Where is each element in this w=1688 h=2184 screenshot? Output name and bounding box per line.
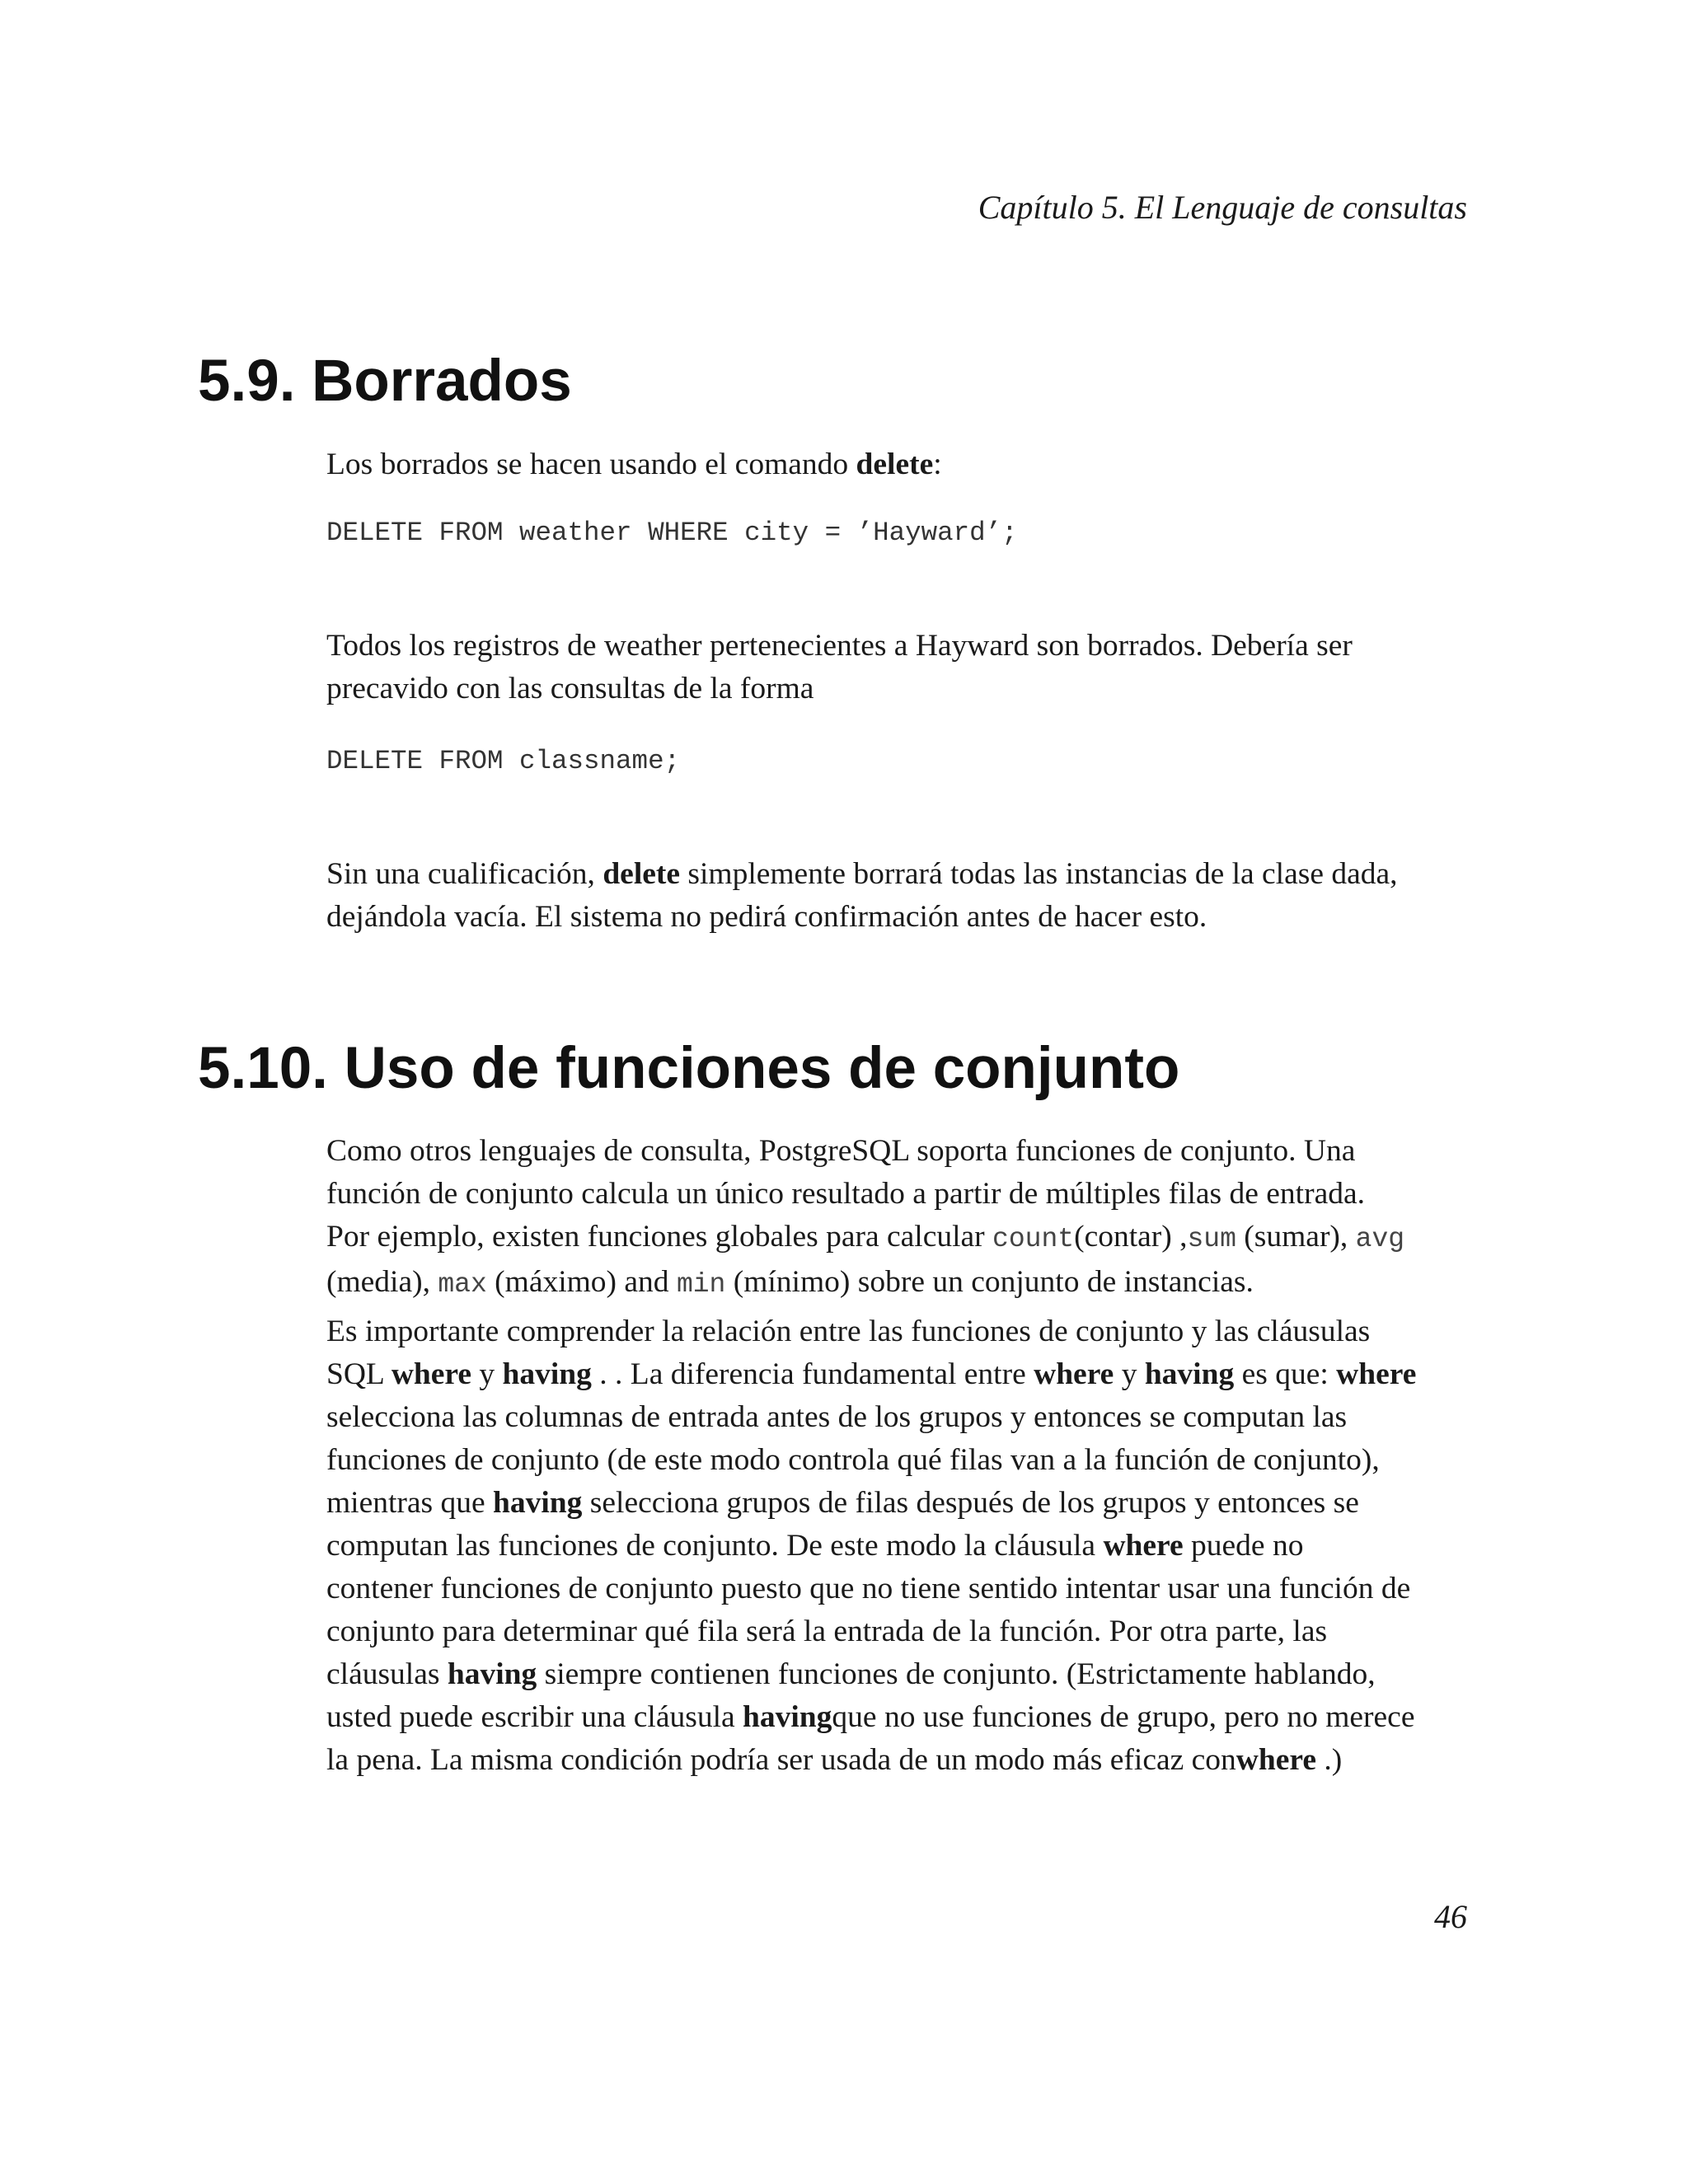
paragraph-delete-consequence: [326, 853, 1480, 939]
text-run: SQL: [326, 1357, 392, 1391]
text-run: . . La diferencia fundamental entre: [591, 1357, 1034, 1391]
text-run: Por ejemplo, existen funciones globales para calcular: [326, 1220, 993, 1254]
code-count: count: [992, 1224, 1075, 1254]
text-run: que no use funciones de grupo, pero no merece: [832, 1700, 1415, 1734]
keyword-where: where: [391, 1357, 472, 1391]
paragraph-line: precavido con las consultas de la forma: [326, 672, 814, 705]
paragraph-line: [326, 443, 1480, 486]
paragraph-line: [326, 853, 1480, 896]
keyword-where: where: [1236, 1743, 1316, 1777]
text-run: Los borrados se hacen usando el comando: [326, 448, 856, 481]
keyword-having: having: [1144, 1357, 1235, 1391]
paragraph-delete-warning: [326, 625, 1480, 710]
text-run: y: [1114, 1357, 1145, 1391]
paragraph-line: Todos los registros de weather pertenecientes a Hayward son borrados. Debería ser: [326, 629, 1353, 663]
text-run: siempre contienen funciones de conjunto. (Estrictamente hablando,: [537, 1657, 1376, 1691]
paragraph-line: [326, 1353, 1480, 1396]
keyword-delete: delete: [856, 448, 934, 481]
code-avg: avg: [1355, 1224, 1405, 1254]
keyword-having: having: [493, 1486, 583, 1520]
code-min: min: [676, 1269, 726, 1300]
keyword-having: having: [447, 1657, 537, 1691]
keyword-delete: delete: [603, 857, 681, 891]
text-run: mientras que: [326, 1486, 494, 1520]
text-run: (máximo) and: [486, 1265, 677, 1299]
text-run: simplemente borrará todas las instancias de la clase dada,: [680, 857, 1398, 891]
text-run: (media),: [326, 1265, 438, 1299]
code-line: DELETE FROM weather WHERE city = ’Hayward’;: [326, 518, 1018, 548]
paragraph-line: [326, 1739, 1480, 1782]
keyword-having: having: [743, 1700, 832, 1734]
paragraph-line: [326, 1696, 1480, 1739]
code-sum: sum: [1187, 1224, 1236, 1254]
paragraph-line: conjunto para determinar qué fila será la entrada de la función. Por otra parte, las: [326, 1615, 1328, 1648]
paragraph-line: dejándola vacía. El sistema no pedirá confirmación antes de hacer esto.: [326, 900, 1207, 934]
paragraph-line: selecciona las columnas de entrada antes de los grupos y entonces se computan las: [326, 1400, 1348, 1434]
paragraph-line: Como otros lenguajes de consulta, PostgreSQL soporta funciones de conjunto. Una: [326, 1134, 1356, 1168]
paragraph-line: [326, 1482, 1480, 1525]
code-block-delete-classname: [326, 745, 1480, 778]
text-run: cláusulas: [326, 1657, 448, 1691]
paragraph-line: [326, 1261, 1480, 1306]
paragraph-line: contener funciones de conjunto puesto que no tiene sentido intentar usar una función de: [326, 1572, 1411, 1605]
section-title-borrados: 5.9. Borrados: [198, 349, 572, 414]
paragraph-line: funciones de conjunto (de este modo controla qué filas van a la función de conjunto),: [326, 1443, 1380, 1477]
code-block-delete-hayward: [326, 517, 1480, 550]
keyword-having: having: [502, 1357, 592, 1391]
text-run: :: [933, 448, 942, 481]
paragraph-line: Es importante comprender la relación entre las funciones de conjunto y las cláusulas: [326, 1315, 1371, 1348]
paragraph-line: [326, 1525, 1480, 1568]
text-run: la pena. La misma condición podría ser usada de un modo más eficaz con: [326, 1743, 1236, 1777]
text-run: (mínimo) sobre un conjunto de instancias.: [725, 1265, 1254, 1299]
section-title-funciones-conjunto: 5.10. Uso de funciones de conjunto: [198, 1036, 1180, 1101]
text-run: puede no: [1183, 1529, 1304, 1563]
paragraph-aggregate-intro: [326, 1130, 1480, 1306]
keyword-where: where: [1034, 1357, 1114, 1391]
page-number: 46: [1434, 1898, 1467, 1935]
paragraph-delete-intro: [326, 443, 1480, 486]
paragraph-where-having: [326, 1310, 1480, 1782]
text-run: (contar) ,: [1074, 1220, 1188, 1254]
paragraph-line: [326, 1216, 1480, 1261]
paragraph-line: [326, 1653, 1480, 1696]
code-line: DELETE FROM classname;: [326, 746, 681, 776]
code-max: max: [438, 1269, 487, 1300]
text-run: selecciona grupos de filas después de los grupos y entonces se: [582, 1486, 1359, 1520]
text-run: computan las funciones de conjunto. De este modo la cláusula: [326, 1529, 1104, 1563]
text-run: .): [1315, 1743, 1343, 1777]
keyword-where: where: [1336, 1357, 1417, 1391]
text-run: (sumar),: [1236, 1220, 1356, 1254]
text-run: usted puede escribir una cláusula: [326, 1700, 743, 1734]
paragraph-line: función de conjunto calcula un único resultado a partir de múltiples filas de entrada.: [326, 1177, 1365, 1211]
text-run: Sin una cualificación,: [326, 857, 603, 891]
text-run: es que:: [1234, 1357, 1337, 1391]
keyword-where: where: [1103, 1529, 1184, 1563]
running-header: Capítulo 5. El Lenguaje de consultas: [978, 189, 1467, 226]
text-run: y: [471, 1357, 503, 1391]
